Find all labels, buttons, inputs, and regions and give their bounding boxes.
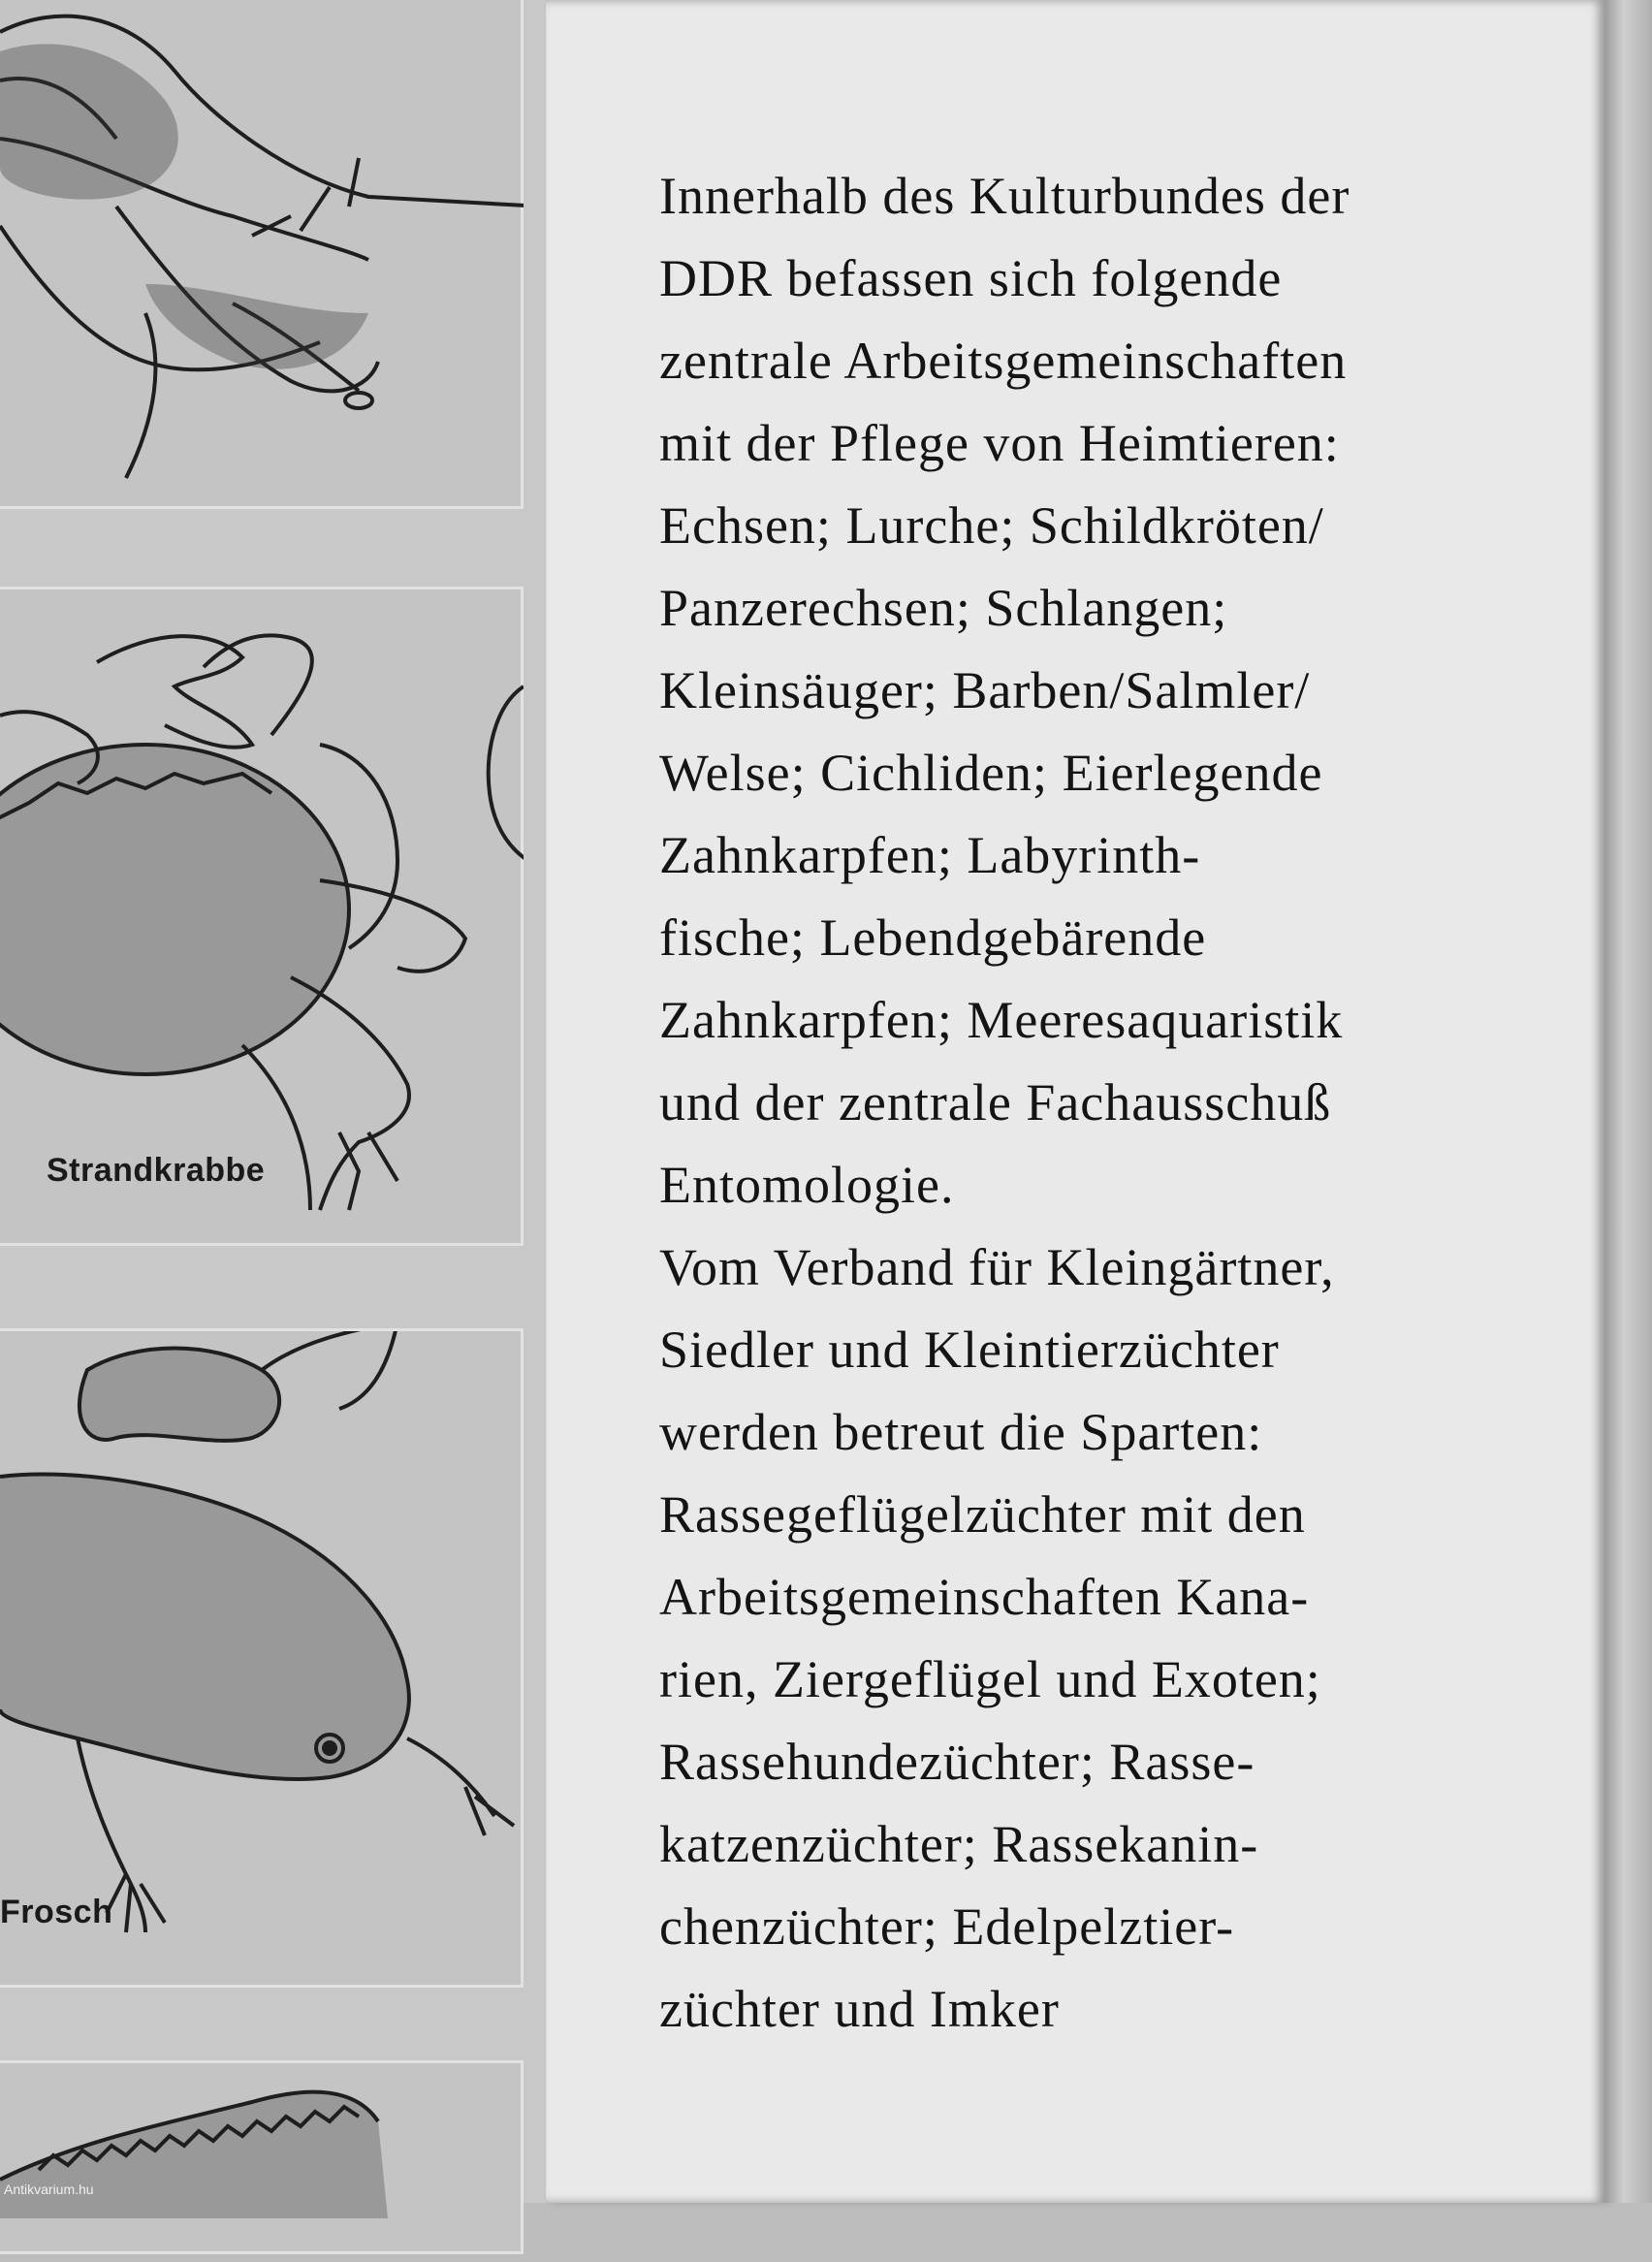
text-line: chenzüchter; Edelpelztier- — [659, 1897, 1235, 1956]
text-line: Rassegeflügelzüchter mit den — [659, 1485, 1306, 1544]
illustration-frame-shrimp — [0, 0, 524, 509]
shrimp-illustration — [0, 0, 524, 512]
text-line: Panzerechsen; Schlangen; — [659, 579, 1228, 637]
caption-frosch: Frosch — [0, 1894, 113, 1930]
text-line: rien, Ziergeflügel und Exoten; — [659, 1650, 1321, 1708]
illustration-frame-lizard — [0, 2060, 524, 2254]
page-edge — [1604, 0, 1652, 2203]
text-line: Innerhalb des Kulturbundes der — [659, 167, 1350, 225]
lizard-illustration — [0, 2063, 524, 2257]
text-line: Arbeitsgemeinschaften Kana- — [659, 1568, 1310, 1626]
text-line: Zahnkarpfen; Labyrinth- — [659, 826, 1201, 884]
text-line: Welse; Cichliden; Eierlegende — [659, 744, 1323, 802]
text-line: Vom Verband für Kleingärtner, — [659, 1238, 1335, 1296]
text-line: Rassehundezüchter; Rasse- — [659, 1733, 1255, 1791]
text-line: Siedler und Kleintierzüchter — [659, 1321, 1280, 1379]
crab-illustration — [0, 589, 524, 1249]
illustration-frame-frog — [0, 1328, 524, 1988]
text-line: DDR befassen sich folgende — [659, 249, 1283, 307]
text-line: zentrale Arbeitsgemeinschaften — [659, 332, 1348, 390]
text-line: Echsen; Lurche; Schildkröten/ — [659, 496, 1324, 555]
text-line: werden betreut die Sparten: — [659, 1403, 1263, 1461]
text-line: katzenzüchter; Rassekanin- — [659, 1815, 1259, 1873]
watermark: Antikvarium.hu — [4, 2182, 94, 2197]
text-line: Zahnkarpfen; Meeresaquaristik — [659, 991, 1344, 1049]
caption-strandkrabbe: Strandkrabbe — [47, 1152, 266, 1189]
text-line: Kleinsäuger; Barben/Salmler/ — [659, 661, 1311, 719]
text-line: Entomologie. — [659, 1156, 955, 1214]
body-text — [659, 155, 1551, 2051]
text-line: mit der Pflege von Heimtieren: — [659, 414, 1340, 472]
illustration-frame-crab — [0, 587, 524, 1246]
text-line: und der zentrale Fachausschuß — [659, 1073, 1332, 1131]
text-line: fische; Lebendgebärende — [659, 908, 1207, 967]
text-line: züchter und Imker — [659, 1980, 1060, 2038]
illustration-panel — [0, 0, 548, 2203]
frog-illustration — [0, 1331, 524, 1991]
